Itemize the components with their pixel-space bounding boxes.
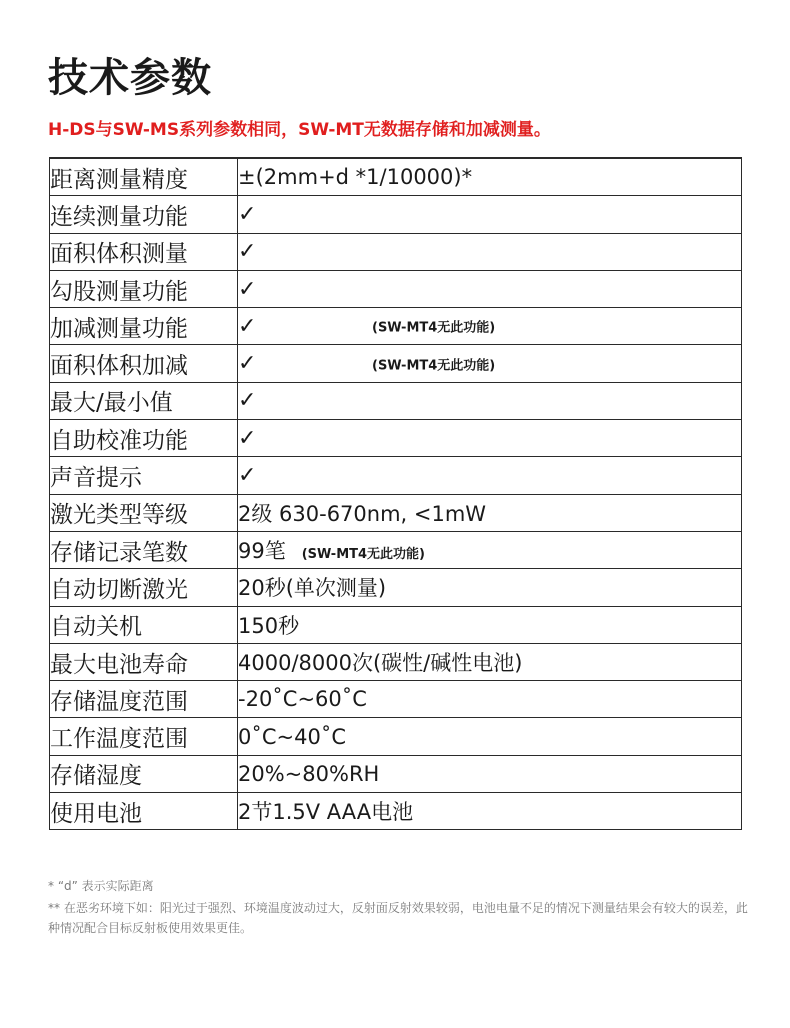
spec-label: 使用电池 <box>50 793 238 830</box>
spec-label: 激光类型等级 <box>50 494 238 531</box>
spec-table <box>49 157 742 830</box>
spec-label: 最大电池寿命 <box>50 643 238 680</box>
table-row <box>50 158 742 196</box>
spec-value-cell <box>238 420 742 457</box>
spec-value-cell <box>238 196 742 233</box>
spec-label: 存储温度范围 <box>50 681 238 718</box>
spec-value-cell <box>238 718 742 755</box>
page-title: 技术参数 <box>48 55 212 101</box>
spec-label: 声音提示 <box>50 457 238 494</box>
spec-label: 工作温度范围 <box>50 718 238 755</box>
table-row <box>50 382 742 419</box>
spec-label: 距离测量精度 <box>50 158 238 196</box>
table-row <box>50 755 742 792</box>
spec-value: ±(2mm+d *1/10000)* <box>238 165 473 190</box>
table-row <box>50 531 742 568</box>
spec-value-cell <box>238 494 742 531</box>
spec-value: 2节1.5V AAA电池 <box>238 800 414 825</box>
spec-label: 加减测量功能 <box>50 308 238 345</box>
spec-value: 20秒(单次测量) <box>238 576 387 601</box>
spec-value-cell <box>238 531 742 568</box>
spec-label: 存储记录笔数 <box>50 531 238 568</box>
table-row <box>50 345 742 382</box>
table-row <box>50 718 742 755</box>
spec-value-cell <box>238 457 742 494</box>
checkmark-icon: ✓ <box>238 276 257 302</box>
spec-value: 4000/8000次(碳性/碱性电池) <box>238 651 523 675</box>
footnote-environment: ** 在恶劣环境下如：阳光过于强烈、环境温度波动过大，反射面反射效果较弱，电池电量不足的情况下测量结果会有较大的误差，此种情况配合目标反射板使用效果更佳。 <box>48 901 748 935</box>
checkmark-icon: ✓ <box>238 313 257 339</box>
spec-label: 存储湿度 <box>50 755 238 792</box>
footnote-distance: * “d” 表示实际距离 <box>48 879 154 893</box>
spec-value-cell <box>238 569 742 606</box>
table-row <box>50 606 742 643</box>
spec-value-cell <box>238 606 742 643</box>
table-row <box>50 569 742 606</box>
spec-value: -20˚C~60˚C <box>238 687 367 712</box>
spec-value: 99笔 <box>238 539 286 564</box>
spec-value-cell <box>238 308 742 345</box>
spec-value: 2级 630-670nm, <1mW <box>238 501 487 526</box>
spec-value: 0˚C~40˚C <box>238 724 347 749</box>
spec-label: 自动切断激光 <box>50 569 238 606</box>
table-row <box>50 681 742 718</box>
spec-note: (SW-MT4无此功能) <box>301 547 425 563</box>
page-subtitle: H-DS与SW-MS系列参数相同，SW-MT无数据存储和加减测量。 <box>48 120 551 140</box>
spec-label: 自助校准功能 <box>50 420 238 457</box>
checkmark-icon: ✓ <box>238 239 257 265</box>
table-row <box>50 270 742 307</box>
spec-table-body <box>50 158 742 830</box>
spec-value-cell <box>238 345 742 382</box>
spec-label: 勾股测量功能 <box>50 270 238 307</box>
table-row <box>50 308 742 345</box>
table-row <box>50 233 742 270</box>
spec-value: 150秒 <box>238 613 300 638</box>
spec-value-cell <box>238 681 742 718</box>
spec-value: 20%~80%RH <box>238 761 380 786</box>
spec-value-cell <box>238 270 742 307</box>
checkmark-icon: ✓ <box>238 463 257 489</box>
spec-label: 自动关机 <box>50 606 238 643</box>
table-row <box>50 643 742 680</box>
table-row <box>50 494 742 531</box>
spec-label: 连续测量功能 <box>50 196 238 233</box>
checkmark-icon: ✓ <box>238 425 257 451</box>
spec-note: (SW-MT4无此功能) <box>372 358 496 374</box>
table-row <box>50 457 742 494</box>
spec-value-cell <box>238 158 742 196</box>
table-row <box>50 793 742 830</box>
spec-note: (SW-MT4无此功能) <box>372 320 496 336</box>
spec-value-cell <box>238 382 742 419</box>
checkmark-icon: ✓ <box>238 351 257 377</box>
spec-value-cell <box>238 233 742 270</box>
spec-value-cell <box>238 643 742 680</box>
spec-value-cell <box>238 793 742 830</box>
spec-value-cell <box>238 755 742 792</box>
checkmark-icon: ✓ <box>238 388 257 414</box>
spec-label: 面积体积加减 <box>50 345 238 382</box>
table-row <box>50 420 742 457</box>
table-row <box>50 196 742 233</box>
spec-label: 最大/最小值 <box>50 382 238 419</box>
checkmark-icon: ✓ <box>238 201 257 227</box>
spec-label: 面积体积测量 <box>50 233 238 270</box>
